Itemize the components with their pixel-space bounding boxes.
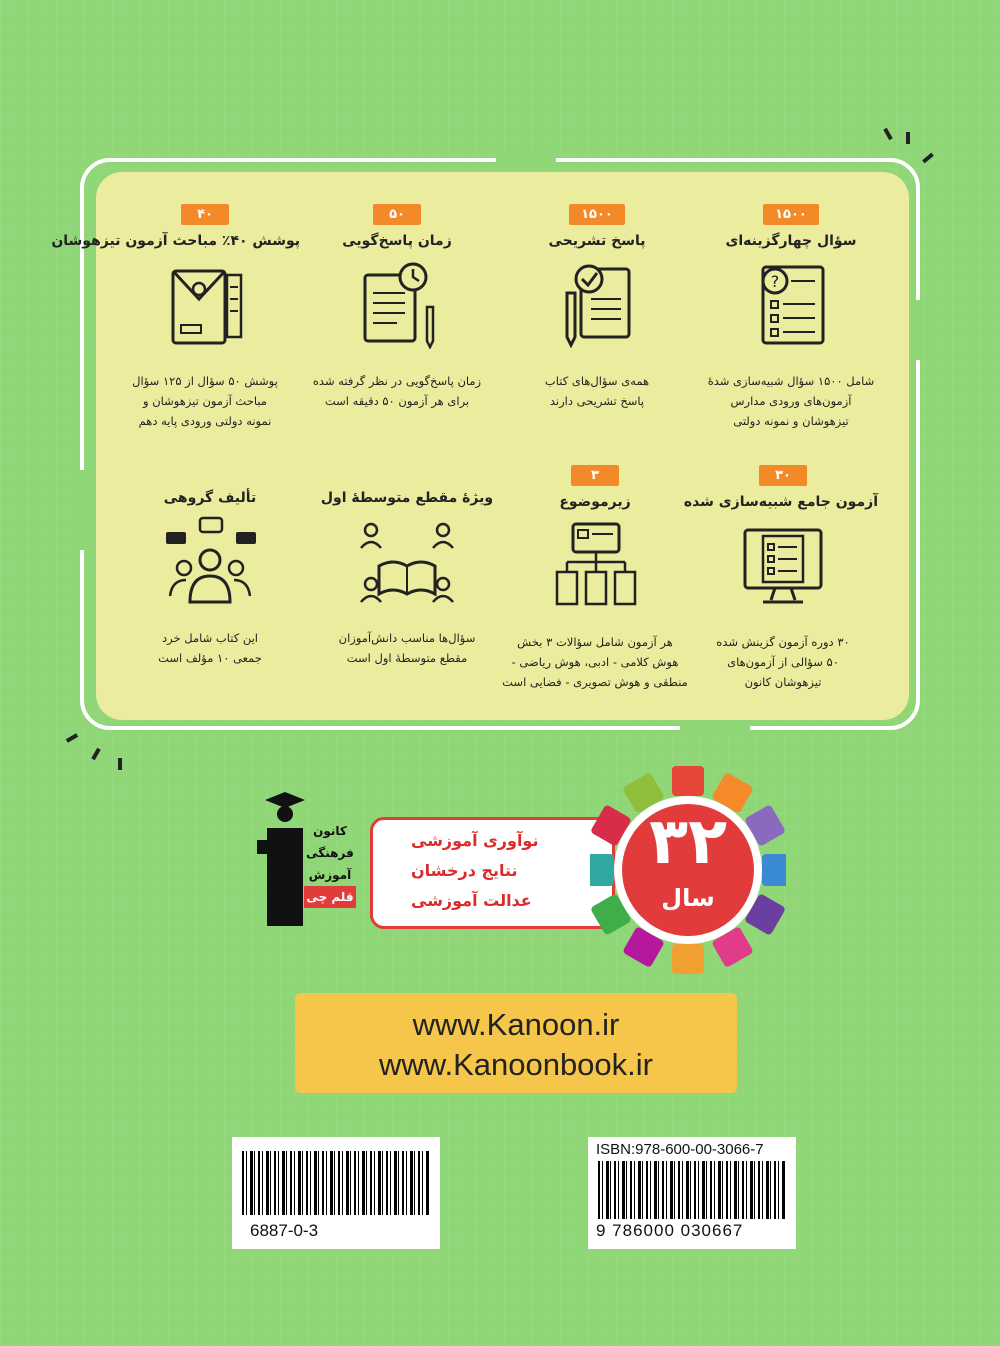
anniversary-badge — [590, 760, 786, 980]
isbn-label: ISBN:978-600-00-3066-7 — [596, 1141, 764, 1158]
anniversary-number: ۳۲ — [648, 805, 728, 879]
feature-title: زیرموضوع — [559, 494, 631, 510]
feature-title: پوشش ۴۰٪ مباحث آزمون تیزهوشان — [51, 233, 300, 249]
question-sheet-icon — [741, 259, 841, 349]
folder-documents-icon — [155, 259, 255, 349]
feature-mcq — [696, 203, 886, 431]
feature-title: آزمون جامع شبیه‌سازی شده — [683, 494, 878, 510]
hierarchy-documents-icon — [545, 520, 645, 610]
barcode-bars — [598, 1161, 786, 1219]
website-link[interactable]: www.Kanoonbook.ir — [379, 1047, 653, 1082]
slogan-box — [370, 817, 615, 929]
group-chat-icon — [160, 516, 260, 606]
isbn-barcode — [588, 1137, 796, 1249]
frame-gap — [496, 154, 556, 164]
feature-time — [302, 203, 492, 411]
frame-gap — [680, 724, 750, 734]
feature-coverage — [51, 203, 300, 431]
barcode-left — [232, 1137, 440, 1249]
feature-desc: زمان پاسخ‌گویی در نظر گرفته شده برای هر آزمون ۵۰ دقیقه است — [312, 374, 482, 408]
feature-answers — [502, 203, 692, 411]
website-link[interactable]: www.Kanoon.ir — [412, 1007, 620, 1042]
feature-desc: ۳۰ دوره آزمون گزینش شده ۵۰ سؤالی از آزمون‌های تیزهوشان کانون — [716, 635, 850, 689]
decor-dash — [883, 128, 892, 140]
feature-title: پاسخ تشریحی — [548, 233, 646, 249]
feature-desc: این کتاب شامل خرد جمعی ۱۰ مؤلف است — [158, 631, 262, 665]
slogan-line: نتایج درخشان — [411, 861, 518, 880]
isbn-digits: 9 786000 030667 — [596, 1221, 744, 1240]
feature-badge: ۳ — [571, 465, 619, 486]
feature-desc: هر آزمون شامل سؤالات ۳ بخش هوش کلامی - ادبی، هوش ریاضی - منطقی و هوش تصویری - فضایی است — [502, 635, 688, 689]
feature-desc: شامل ۱۵۰۰ سؤال شبیه‌سازی شدهٔ آزمون‌های ورودی مدارس تیزهوشان و نمونه دولتی — [707, 374, 875, 428]
feature-title: زمان پاسخ‌گویی — [342, 233, 452, 249]
barcode-digits: 6887-0-3 — [250, 1221, 319, 1240]
decor-dash — [906, 132, 910, 144]
decor-dash — [91, 748, 100, 760]
feature-title: تألیف گروهی — [163, 490, 257, 506]
feature-title: سؤال چهارگزینه‌ای — [725, 233, 857, 249]
websites-box — [295, 993, 737, 1093]
decor-dash — [66, 733, 78, 742]
feature-level — [312, 472, 502, 668]
publisher-name: کانون فرهنگی آموزش قلم چی — [304, 820, 356, 908]
feature-desc: پوشش ۵۰ سؤال از ۱۲۵ سؤال مباحث آزمون تیزهوشان و نمونه دولتی ورودی پایه دهم — [132, 374, 278, 428]
barcode-bars — [242, 1151, 430, 1215]
frame-gap — [76, 470, 88, 550]
feature-title: ویژهٔ مقطع متوسطهٔ اول — [320, 490, 494, 506]
decor-dash — [922, 153, 934, 164]
feature-badge: ۳۰ — [759, 465, 807, 486]
feature-authors — [115, 472, 305, 668]
feature-badge: ۱۵۰۰ — [569, 204, 625, 225]
students-book-icon — [357, 516, 457, 606]
publisher-graduate-logo — [255, 788, 305, 926]
checklist-pencil-icon — [547, 259, 647, 349]
slogan-line: عدالت آموزشی — [411, 891, 532, 910]
decor-dash — [118, 758, 122, 770]
feature-exams — [683, 464, 878, 692]
feature-badge: ۴۰ — [181, 204, 229, 225]
monitor-checklist-icon — [733, 520, 833, 610]
slogan-line: نوآوری آموزشی — [411, 831, 539, 850]
anniversary-word: سال — [661, 884, 715, 912]
clock-document-icon — [347, 259, 447, 349]
feature-desc: همه‌ی سؤال‌های کتاب پاسخ تشریحی دارند — [544, 374, 650, 408]
svg-text:?: ? — [770, 272, 780, 291]
feature-desc: سؤال‌ها مناسب دانش‌آموزان مقطع متوسطهٔ اول است — [338, 631, 476, 665]
frame-gap — [912, 300, 924, 360]
feature-badge: ۱۵۰۰ — [763, 204, 819, 225]
feature-subtopics — [500, 464, 690, 692]
feature-badge: ۵۰ — [373, 204, 421, 225]
